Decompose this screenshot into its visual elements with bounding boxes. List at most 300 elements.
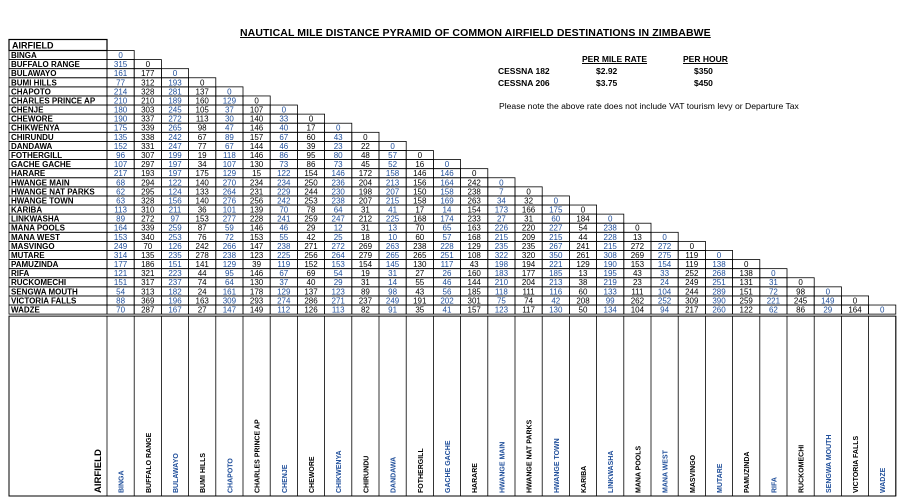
distance-value: 130: [549, 305, 563, 315]
distance-value: 89: [116, 214, 126, 224]
distance-value: 0: [444, 160, 450, 170]
distance-value: 69: [306, 269, 316, 279]
distance-value: 261: [576, 250, 590, 260]
distance-value: 57: [442, 232, 452, 242]
distance-value: 0: [254, 96, 259, 106]
column-label: SENGWA MOUTH: [825, 434, 833, 493]
distance-value: 67: [224, 141, 234, 151]
distance-value: 207: [385, 187, 400, 197]
distance-value: 146: [249, 269, 264, 279]
distance-value: 322: [494, 250, 509, 260]
distance-value: 153: [249, 232, 264, 242]
distance-value: 104: [630, 305, 645, 315]
distance-value: 0: [743, 260, 749, 270]
distance-value: 163: [467, 223, 481, 233]
distance-value: 0: [662, 232, 667, 242]
distance-value: 198: [494, 260, 509, 270]
distance-value: 17: [306, 123, 316, 133]
distance-value: 111: [631, 287, 644, 297]
column-label: FOTHERGILL: [417, 448, 425, 493]
distance-value: 277: [222, 214, 237, 224]
distance-value: 154: [304, 169, 318, 179]
distance-value: 124: [168, 187, 182, 197]
distance-value: 37: [224, 105, 234, 115]
distance-value: 153: [195, 214, 209, 224]
distance-value: 270: [222, 178, 237, 188]
distance-value: 312: [141, 78, 155, 88]
distance-value: 235: [168, 250, 182, 260]
distance-value: 98: [197, 123, 207, 133]
distance-value: 271: [304, 241, 318, 251]
distance-value: 223: [168, 269, 182, 279]
airfield-name: VICTORIA FALLS: [11, 296, 77, 306]
distance-value: 227: [549, 223, 563, 233]
distance-value: 278: [195, 250, 209, 260]
distance-value: 154: [358, 260, 373, 270]
distance-value: 233: [467, 214, 481, 224]
distance-value: 281: [168, 87, 182, 97]
distance-value: 35: [415, 305, 425, 315]
distance-value: 0: [308, 114, 314, 124]
distance-value: 10: [388, 232, 398, 242]
rate-per-mile: $3.75: [596, 78, 618, 88]
distance-value: 62: [768, 305, 778, 315]
distance-value: 80: [333, 150, 343, 160]
distance-value: 276: [222, 196, 237, 206]
distance-value: 196: [168, 296, 182, 306]
distance-value: 260: [712, 305, 726, 315]
distance-value: 390: [712, 296, 726, 306]
distance-value: 54: [333, 269, 343, 279]
distance-value: 129: [222, 96, 237, 106]
distance-value: 144: [467, 278, 481, 288]
distance-value: 67: [197, 132, 207, 142]
distance-value: 134: [603, 305, 617, 315]
distance-value: 55: [279, 232, 289, 242]
distance-value: 73: [333, 160, 343, 170]
distance-value: 252: [657, 296, 672, 306]
distance-value: 145: [385, 260, 400, 270]
distance-value: 18: [360, 232, 370, 242]
distance-value: 22: [360, 141, 370, 151]
distance-value: 29: [823, 305, 833, 315]
distance-value: 331: [141, 141, 155, 151]
distance-value: 161: [222, 287, 237, 297]
distance-value: 46: [279, 223, 289, 233]
distance-value: 67: [279, 132, 289, 142]
distance-value: 158: [413, 196, 427, 206]
distance-value: 160: [467, 269, 481, 279]
distance-value: 70: [143, 241, 153, 251]
distance-value: 238: [413, 241, 427, 251]
column-label: MANA WEST: [662, 450, 670, 493]
airfield-name: LINKWASHA: [11, 214, 60, 224]
distance-value: 252: [685, 269, 699, 279]
distance-value: 72: [224, 232, 234, 242]
distance-value: 96: [116, 150, 126, 160]
distance-value: 135: [141, 250, 155, 260]
distance-value: 130: [413, 260, 427, 270]
distance-value: 70: [279, 205, 289, 215]
rate-aircraft: CESSNA 206: [498, 78, 550, 88]
distance-value: 42: [551, 296, 561, 306]
distance-value: 328: [141, 87, 155, 97]
airfield-name: FOTHERGILL: [11, 150, 63, 160]
airfield-name: CHEWORE: [11, 114, 53, 124]
distance-value: 126: [168, 241, 182, 251]
distance-value: 182: [168, 287, 182, 297]
distance-value: 294: [141, 178, 155, 188]
distance-value: 116: [549, 287, 563, 297]
distance-value: 242: [277, 196, 291, 206]
distance-value: 107: [222, 160, 237, 170]
airfield-name: MANA WEST: [11, 232, 61, 242]
distance-value: 27: [496, 214, 506, 224]
column-label: RIFA: [771, 477, 779, 493]
distance-value: 34: [197, 160, 207, 170]
distance-value: 175: [113, 123, 128, 133]
distance-value: 151: [168, 260, 182, 270]
distance-value: 177: [113, 260, 128, 270]
distance-value: 76: [197, 232, 207, 242]
distance-value: 70: [116, 305, 126, 315]
distance-value: 158: [385, 169, 400, 179]
distance-value: 67: [279, 269, 289, 279]
distance-value: 50: [578, 305, 588, 315]
distance-value: 0: [879, 305, 885, 315]
distance-value: 74: [197, 278, 207, 288]
distance-value: 98: [388, 287, 398, 297]
distance-value: 193: [168, 78, 182, 88]
distance-value: 317: [141, 278, 155, 288]
distance-value: 264: [331, 250, 345, 260]
distance-value: 217: [113, 169, 128, 179]
distance-value: 64: [333, 205, 343, 215]
distance-value: 340: [141, 232, 155, 242]
distance-value: 38: [578, 278, 588, 288]
distance-value: 166: [521, 205, 536, 215]
distance-value: 46: [279, 141, 289, 151]
distance-value: 0: [390, 141, 395, 151]
distance-value: 265: [413, 250, 427, 260]
distance-value: 27: [415, 269, 425, 279]
distance-value: 173: [494, 205, 509, 215]
distance-value: 0: [580, 205, 586, 215]
distance-value: 113: [331, 305, 345, 315]
distance-value: 138: [712, 260, 726, 270]
distance-value: 249: [113, 241, 128, 251]
distance-value: 164: [440, 178, 454, 188]
distance-value: 122: [739, 305, 753, 315]
airfield-name: RIFA: [11, 269, 30, 279]
column-label: BUFFALO RANGE: [145, 432, 153, 493]
distance-value: 129: [576, 260, 590, 270]
distance-value: 140: [195, 196, 209, 206]
distance-value: 189: [168, 96, 182, 106]
distance-value: 0: [607, 214, 613, 224]
distance-value: 77: [197, 141, 207, 151]
distance-value: 235: [494, 241, 509, 251]
distance-value: 301: [467, 296, 481, 306]
column-label: CHAPOTO: [227, 458, 235, 493]
distance-value: 183: [494, 269, 509, 279]
distance-value: 195: [603, 269, 617, 279]
distance-value: 262: [630, 296, 645, 306]
column-label: BULAWAYO: [173, 453, 180, 493]
distance-value: 26: [442, 269, 452, 279]
distance-value: 105: [195, 105, 209, 115]
distance-value: 190: [603, 260, 617, 270]
distance-value: 204: [358, 178, 373, 188]
distance-value: 13: [632, 232, 642, 242]
distance-value: 247: [168, 141, 182, 151]
distance-value: 194: [521, 260, 536, 270]
distance-value: 209: [521, 232, 536, 242]
distance-value: 31: [360, 223, 370, 233]
distance-value: 0: [825, 287, 831, 297]
distance-value: 244: [304, 187, 318, 197]
distance-value: 91: [388, 305, 398, 315]
distance-value: 211: [168, 205, 182, 215]
distance-value: 62: [116, 187, 126, 197]
distance-value: 175: [195, 169, 209, 179]
column-label: KARIBA: [581, 465, 588, 493]
column-label: CHENJE: [281, 464, 289, 493]
distance-value: 235: [521, 241, 536, 251]
distance-value: 19: [360, 269, 370, 279]
distance-value: 0: [689, 241, 695, 251]
distance-value: 199: [168, 150, 182, 160]
distance-value: 133: [195, 187, 209, 197]
bottom-label-band: [9, 316, 896, 496]
distance-value: 154: [467, 205, 481, 215]
distance-value: 350: [549, 250, 563, 260]
distance-value: 16: [415, 160, 425, 170]
distance-value: 245: [793, 296, 808, 306]
distance-value: 144: [249, 141, 264, 151]
header-label: AIRFIELD: [12, 40, 54, 51]
distance-value: 369: [141, 296, 155, 306]
airfield-name: RUCKOMECHI: [11, 278, 67, 288]
airfield-name: BINGA: [11, 50, 37, 60]
distance-value: 29: [333, 278, 343, 288]
distance-value: 24: [660, 278, 670, 288]
distance-value: 23: [333, 141, 343, 151]
airfield-name: HWANGE NAT PARKS: [11, 187, 95, 197]
distance-value: 89: [360, 287, 370, 297]
distance-value: 242: [168, 132, 182, 142]
airfield-name: HWANGE TOWN: [11, 196, 74, 206]
distance-value: 75: [496, 296, 506, 306]
distance-value: 141: [195, 260, 209, 270]
distance-value: 0: [771, 269, 776, 279]
page-title: NAUTICAL MILE DISTANCE PYRAMID OF COMMON AIRFIELD DESTINATIONS IN ZIMBABWE: [240, 27, 711, 39]
distance-value: 215: [549, 232, 563, 242]
distance-value: 263: [467, 196, 481, 206]
distance-value: 0: [798, 278, 803, 288]
column-label: WADZE: [880, 467, 888, 493]
distance-value: 129: [222, 169, 237, 179]
distance-value: 272: [331, 241, 345, 251]
distance-value: 310: [141, 205, 155, 215]
distance-value: 12: [333, 223, 343, 233]
distance-value: 238: [467, 187, 481, 197]
distance-value: 287: [141, 305, 155, 315]
distance-value: 41: [388, 205, 398, 215]
distance-value: 74: [524, 296, 534, 306]
distance-value: 94: [660, 305, 670, 315]
distance-value: 43: [415, 287, 425, 297]
distance-value: 242: [467, 178, 481, 188]
distance-value: 31: [360, 205, 370, 215]
distance-value: 95: [306, 150, 316, 160]
distance-value: 112: [277, 305, 291, 315]
distance-value: 14: [442, 205, 452, 215]
distance-value: 249: [385, 296, 400, 306]
distance-value: 149: [821, 296, 835, 306]
airfield-name: KARIBA: [11, 205, 43, 215]
distance-value: 180: [113, 105, 128, 115]
distance-value: 43: [469, 260, 479, 270]
column-label: MANA POOLS: [635, 445, 643, 493]
distance-value: 0: [635, 223, 640, 233]
distance-value: 0: [145, 60, 151, 70]
distance-value: 123: [494, 305, 509, 315]
distance-value: 264: [222, 187, 237, 197]
airfield-name: MASVINGO: [11, 241, 55, 251]
distance-value: 259: [739, 296, 753, 306]
distance-value: 185: [467, 287, 481, 297]
distance-value: 13: [388, 223, 398, 233]
distance-value: 221: [549, 260, 563, 270]
distance-value: 77: [116, 78, 126, 88]
distance-value: 29: [306, 223, 316, 233]
distance-value: 68: [116, 178, 126, 188]
distance-value: 238: [222, 250, 237, 260]
distance-value: 137: [304, 287, 318, 297]
distance-value: 122: [168, 178, 182, 188]
bottom-airfield-label: AIRFIELD: [93, 449, 104, 493]
column-label: GACHE GACHE: [445, 440, 452, 493]
distance-value: 219: [603, 278, 617, 288]
distance-value: 259: [168, 223, 182, 233]
distance-value: 184: [576, 214, 590, 224]
distance-value: 321: [141, 269, 155, 279]
distance-value: 47: [224, 123, 234, 133]
airfield-name: CHIKWENYA: [11, 123, 60, 133]
distance-value: 265: [385, 250, 400, 260]
distance-value: 244: [685, 287, 699, 297]
distance-value: 56: [442, 287, 452, 297]
airfield-name: CHAPOTO: [11, 87, 51, 97]
distance-value: 0: [553, 196, 559, 206]
distance-value: 104: [657, 287, 672, 297]
distance-value: 263: [385, 241, 400, 251]
distance-value: 54: [578, 223, 588, 233]
distance-value: 41: [442, 305, 452, 315]
distance-value: 39: [252, 260, 262, 270]
distance-value: 271: [331, 296, 345, 306]
distance-value: 169: [440, 196, 454, 206]
distance-value: 30: [224, 114, 234, 124]
distance-value: 0: [335, 123, 341, 133]
distance-value: 129: [467, 241, 481, 251]
distance-value: 234: [277, 178, 291, 188]
distance-value: 215: [385, 196, 400, 206]
distance-value: 308: [603, 250, 617, 260]
distance-value: 250: [304, 178, 318, 188]
distance-value: 119: [685, 260, 699, 270]
distance-value: 147: [222, 305, 237, 315]
distance-value: 60: [578, 287, 588, 297]
distance-value: 31: [524, 214, 534, 224]
distance-value: 198: [358, 187, 373, 197]
distance-value: 140: [249, 114, 264, 124]
distance-value: 210: [494, 278, 509, 288]
distance-value: 33: [279, 114, 289, 124]
distance-value: 24: [197, 287, 207, 297]
distance-value: 253: [168, 232, 182, 242]
distance-value: 339: [141, 223, 155, 233]
airfield-name: BUFFALO RANGE: [11, 60, 80, 70]
distance-value: 25: [333, 232, 343, 242]
distance-value: 34: [496, 196, 506, 206]
distance-value: 0: [499, 178, 504, 188]
distance-value: 215: [603, 241, 617, 251]
column-label: LINKWASHA: [608, 450, 616, 493]
distance-value: 172: [358, 169, 373, 179]
distance-value: 39: [306, 141, 316, 151]
distance-value: 193: [141, 169, 155, 179]
column-label: CHIRUNDU: [363, 455, 371, 493]
airfield-name: SENGWA MOUTH: [11, 287, 78, 297]
distance-value: 60: [306, 132, 316, 142]
distance-value: 0: [227, 87, 232, 97]
distance-value: 185: [549, 269, 563, 279]
distance-value: 135: [113, 132, 128, 142]
distance-value: 7: [499, 187, 504, 197]
distance-value: 43: [632, 269, 642, 279]
distance-value: 98: [796, 287, 806, 297]
distance-value: 220: [521, 223, 536, 233]
distance-value: 138: [739, 269, 753, 279]
distance-value: 123: [331, 287, 345, 297]
distance-value: 131: [739, 278, 753, 288]
distance-value: 72: [768, 287, 778, 297]
distance-value: 126: [304, 305, 318, 315]
distance-value: 210: [113, 96, 128, 106]
distance-value: 163: [195, 296, 209, 306]
column-label: MUTARE: [717, 463, 724, 493]
airfield-name: CHARLES PRINCE AP: [11, 96, 96, 106]
distance-value: 210: [141, 96, 155, 106]
distance-value: 226: [494, 223, 509, 233]
rate-aircraft: CESSNA 182: [498, 66, 550, 76]
distance-value: 174: [440, 214, 454, 224]
distance-value: 107: [113, 160, 128, 170]
distance-value: 328: [141, 196, 155, 206]
distance-value: 228: [603, 232, 617, 242]
airfield-name: BUMI HILLS: [11, 78, 57, 88]
distance-value: 99: [605, 296, 615, 306]
distance-value: 186: [141, 260, 155, 270]
distance-value: 0: [199, 78, 205, 88]
distance-value: 0: [471, 169, 477, 179]
distance-value: 269: [630, 250, 645, 260]
distance-value: 221: [766, 296, 781, 306]
distance-value: 178: [249, 287, 264, 297]
distance-value: 289: [712, 287, 726, 297]
